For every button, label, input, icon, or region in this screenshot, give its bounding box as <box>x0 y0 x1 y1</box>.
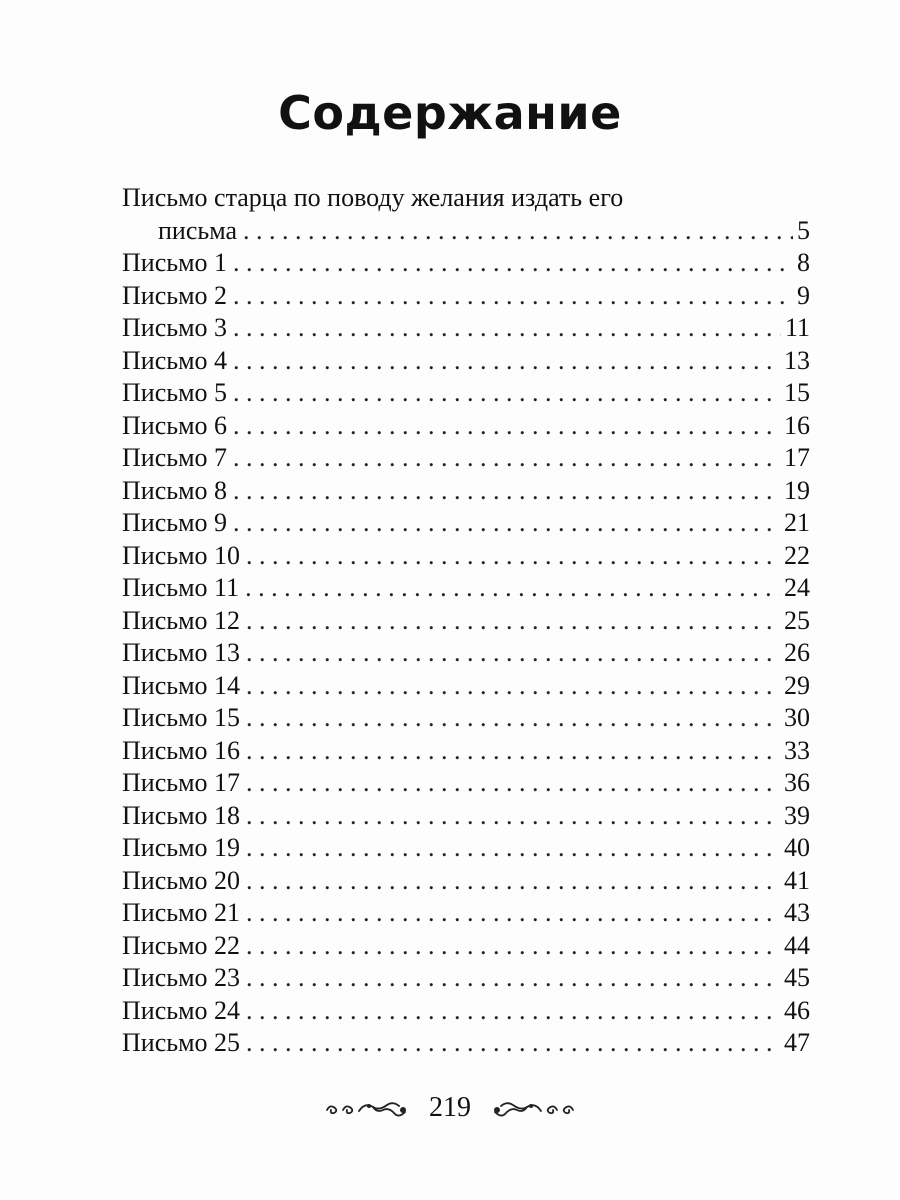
toc-entry[interactable] <box>122 800 810 833</box>
toc-entry-label: Письмо 25 <box>122 1028 241 1057</box>
toc-leader-dots <box>233 377 780 410</box>
toc-entry-label: Письмо 2 <box>122 280 228 310</box>
toc-leader-dots <box>246 670 780 703</box>
toc-entry-page: 40 <box>784 833 810 862</box>
toc-entry-page: 30 <box>784 703 810 732</box>
toc-entry-page: 39 <box>784 800 810 830</box>
toc-leader-dots <box>246 865 780 898</box>
toc-leader-dots <box>246 930 780 963</box>
toc-entry-label: письма <box>158 215 238 245</box>
page-title: Содержание <box>278 86 622 140</box>
toc-entry-label: Письмо 12 <box>122 605 241 635</box>
toc-leader-dots <box>233 410 780 443</box>
toc-entry-label: Письмо 14 <box>122 670 241 700</box>
toc-entry-label: Письмо 19 <box>122 833 241 862</box>
toc-entry[interactable] <box>122 670 810 703</box>
toc-entry-page: 13 <box>784 345 810 375</box>
toc-entry-page: 33 <box>784 735 810 765</box>
toc-entry-page: 25 <box>784 605 810 635</box>
toc-entry[interactable] <box>122 312 810 345</box>
toc-entry-page: 44 <box>784 930 810 960</box>
toc-entry-label: Письмо 15 <box>122 703 241 732</box>
toc-leader-dots <box>246 735 780 768</box>
toc-entry[interactable] <box>122 930 810 963</box>
toc-entry[interactable] <box>122 865 810 898</box>
toc-entry[interactable] <box>122 832 810 865</box>
scroll-ornament-icon <box>485 1096 577 1120</box>
toc-leader-dots <box>246 832 780 865</box>
toc-entry[interactable] <box>122 995 810 1028</box>
toc-entry[interactable] <box>122 605 810 638</box>
toc-entry-page: 21 <box>784 508 810 537</box>
toc-entry-page: 41 <box>784 865 810 895</box>
toc-leader-dots <box>233 442 780 475</box>
toc-entry[interactable] <box>122 735 810 768</box>
toc-entry-label: Письмо 5 <box>122 378 228 407</box>
toc-entry-label: Письмо 18 <box>122 800 241 830</box>
toc-entry[interactable] <box>122 897 810 930</box>
toc-entry-label: Письмо 20 <box>122 865 241 895</box>
toc-entry[interactable] <box>122 442 810 475</box>
toc-entry[interactable] <box>122 767 810 800</box>
toc-entry-page: 46 <box>784 995 810 1025</box>
table-of-contents <box>122 182 810 1060</box>
toc-entry-first-line: Письмо старца по поводу желания издать его <box>122 183 624 212</box>
toc-entry-label: Письмо 6 <box>122 410 228 440</box>
toc-leader-dots <box>246 1027 780 1060</box>
toc-entry-label: Письмо 8 <box>122 475 228 505</box>
toc-entry-page: 26 <box>784 638 810 667</box>
toc-leader-dots <box>233 312 781 345</box>
toc-entry-first[interactable] <box>122 215 810 248</box>
toc-leader-dots <box>246 897 780 930</box>
toc-entry[interactable] <box>122 247 810 280</box>
toc-entry-page: 45 <box>784 963 810 992</box>
toc-entry[interactable] <box>122 572 810 605</box>
toc-entry-page: 29 <box>784 670 810 700</box>
toc-entry[interactable] <box>122 345 810 378</box>
toc-entry[interactable] <box>122 1027 810 1060</box>
toc-entry-page: 24 <box>784 573 810 602</box>
page-number: 219 <box>429 1092 471 1123</box>
toc-entry[interactable] <box>122 507 810 540</box>
toc-entry[interactable] <box>122 637 810 670</box>
toc-leader-dots <box>246 637 780 670</box>
toc-entry[interactable] <box>122 475 810 508</box>
toc-entry-page: 9 <box>797 280 810 310</box>
toc-entry-page: 8 <box>797 248 810 277</box>
toc-entry-label: Письмо 4 <box>122 345 228 375</box>
scroll-ornament-icon <box>323 1096 415 1120</box>
toc-entry[interactable] <box>122 540 810 573</box>
toc-leader-dots <box>246 540 780 573</box>
toc-entry-page: 11 <box>784 313 810 342</box>
toc-entry-page: 16 <box>784 410 810 440</box>
toc-leader-dots <box>246 800 780 833</box>
toc-entry[interactable] <box>122 280 810 313</box>
toc-entry[interactable] <box>122 702 810 735</box>
toc-entry-page: 17 <box>784 443 810 472</box>
toc-entry-label: Письмо 16 <box>122 735 241 765</box>
toc-entry-label: Письмо 17 <box>122 768 241 797</box>
toc-leader-dots <box>246 767 780 800</box>
toc-entry-label: Письмо 21 <box>122 898 241 927</box>
toc-entry-label: Письмо 3 <box>122 313 228 342</box>
toc-leader-dots <box>246 962 780 995</box>
toc-entry-label: Письмо 10 <box>122 540 241 570</box>
toc-entry-page: 36 <box>784 768 810 797</box>
toc-leader-dots <box>246 702 780 735</box>
toc-entry-page: 15 <box>784 378 810 407</box>
toc-leader-dots <box>233 280 793 313</box>
toc-leader-dots <box>245 572 780 605</box>
toc-leader-dots <box>233 345 780 378</box>
toc-entry[interactable] <box>122 377 810 410</box>
toc-entry-label: Письмо 7 <box>122 443 228 472</box>
toc-leader-dots <box>233 247 793 280</box>
toc-entry-page: 19 <box>784 475 810 505</box>
toc-entry[interactable] <box>122 962 810 995</box>
toc-entry-label: Письмо 9 <box>122 508 228 537</box>
toc-entry-page: 47 <box>784 1028 810 1057</box>
toc-entry[interactable] <box>122 410 810 443</box>
toc-leader-dots <box>233 475 780 508</box>
toc-entry-label: Письмо 11 <box>122 573 240 602</box>
toc-leader-dots <box>246 605 780 638</box>
toc-entry-page: 5 <box>797 215 810 245</box>
toc-entry-label: Письмо 23 <box>122 963 241 992</box>
toc-entry-page: 22 <box>784 540 810 570</box>
toc-entry-label: Письмо 24 <box>122 995 241 1025</box>
toc-leader-dots <box>243 215 793 248</box>
toc-entry-page: 43 <box>784 898 810 927</box>
toc-leader-dots <box>246 995 780 1028</box>
page-footer <box>0 1092 900 1124</box>
toc-entry-label: Письмо 1 <box>122 248 228 277</box>
toc-entry-label: Письмо 22 <box>122 930 241 960</box>
toc-entry-label: Письмо 13 <box>122 638 241 667</box>
toc-list <box>122 247 810 1060</box>
toc-leader-dots <box>233 507 780 540</box>
